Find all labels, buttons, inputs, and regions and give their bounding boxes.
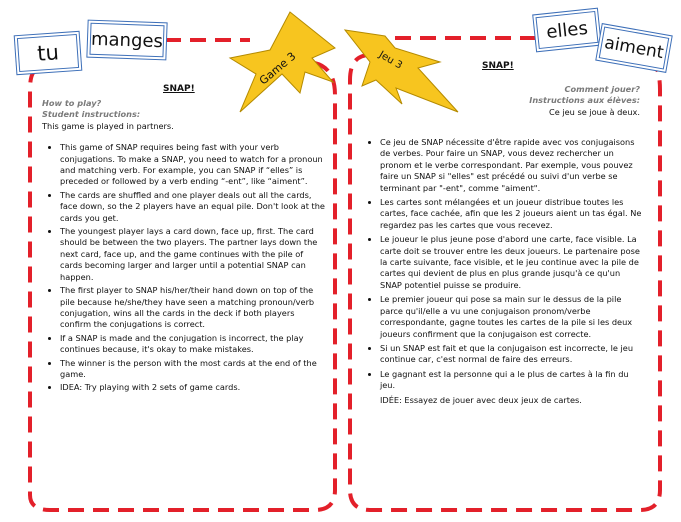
french-instructions-list xyxy=(362,137,644,392)
list-item: • If a SNAP is made and the conjugation is incorrect, the play continues because, it's okay to make mistakes. xyxy=(60,333,326,356)
french-column xyxy=(362,137,644,406)
card-elles: elles xyxy=(535,11,598,49)
list-item: • Le joueur le plus jeune pose d'abord une carte, face visible. La carte doit se trouver entre les deux joueurs. Le partenaire pose la carte suivante, face visible, et le jeu continue avec la pile de cartes qui devient de plus en plus grande jusqu'à ce qu'un SNAP potentiel puisse se produire. xyxy=(380,234,644,291)
list-item: • Les cartes sont mélangées et un joueur distribue toutes les cartes, face cachée, afin que les 2 joueurs aient un tas égal. Ne regardez pas les cartes que vous recevez. xyxy=(380,197,644,231)
left-bolt-label: Game 3 xyxy=(256,49,299,88)
list-item: • This game of SNAP requires being fast with your verb conjugations. To make a SNAP, you need to watch for a pronoun and matching verb. For example, you can SNAP if “elles” is preceded or followed by a verb ending “-ent”, like “aiment”. xyxy=(60,142,326,188)
french-header xyxy=(440,84,640,118)
english-column xyxy=(42,98,326,396)
list-item: • Le premier joueur qui pose sa main sur le dessus de la pile parce qu'il/elle a vu une conjugaison pronom/verbe correspondante, gagne toutes les cartes de la pile si les deux joueurs confirment que la conjugaison est correcte. xyxy=(380,294,644,340)
english-how-to-play: How to play? xyxy=(42,98,102,108)
french-title: SNAP! xyxy=(482,61,514,71)
english-title: SNAP! xyxy=(163,84,195,94)
card-aiment: aiment xyxy=(599,27,670,70)
english-instructions-label: Student instructions: xyxy=(42,109,141,120)
list-item: • The youngest player lays a card down, face up, first. The card should be between the two players. The partner lays down the next card, face up, and the game continues with the pile of cards becoming larger and larger until a potential SNAP can happen. xyxy=(60,226,326,283)
card-manges: manges xyxy=(89,23,164,58)
english-intro: This game is played in partners. xyxy=(42,120,174,131)
french-idea: IDÉE: Essayez de jouer avec deux jeux de cartes. xyxy=(380,394,582,405)
right-bolt-label: Jeu 3 xyxy=(376,49,405,72)
english-instructions-list xyxy=(42,142,326,394)
list-item: • The cards are shuffled and one player deals out all the cards, face down, so the 2 players have an equal pile. Don't look at the cards you get. xyxy=(60,190,326,224)
list-item: • The first player to SNAP his/her/their hand down on top of the pile because he/she/they have seen a matching pronoun/verb conjugation, wins all the cards in the deck if both players confirm the conjugations is correct. xyxy=(60,285,326,331)
list-item: • The winner is the person with the most cards at the end of the game. xyxy=(60,358,326,381)
french-intro: Ce jeu se joue à deux. xyxy=(549,106,640,117)
list-item: • Le gagnant est la personne qui a le plus de cartes à la fin du jeu. xyxy=(380,369,644,392)
list-item: • Ce jeu de SNAP nécessite d'être rapide avec vos conjugaisons de verbes. Pour faire un SNAP, vous devez rechercher un pronom et le verbe correspondant. Par exemple, vous pouvez faire un SNAP si "elles" est précédé ou suivi d'un verbe se terminant par "-ent", comme "aiment". xyxy=(380,137,644,194)
card-tu: tu xyxy=(17,34,79,72)
french-how-to-play: Comment jouer? xyxy=(564,84,640,94)
french-instructions-label: Instructions aux élèves: xyxy=(529,95,640,106)
list-item: • IDEA: Try playing with 2 sets of game cards. xyxy=(60,382,326,393)
list-item: • Si un SNAP est fait et que la conjugaison est incorrecte, le jeu continue car, c'est normal de faire des erreurs. xyxy=(380,343,644,366)
